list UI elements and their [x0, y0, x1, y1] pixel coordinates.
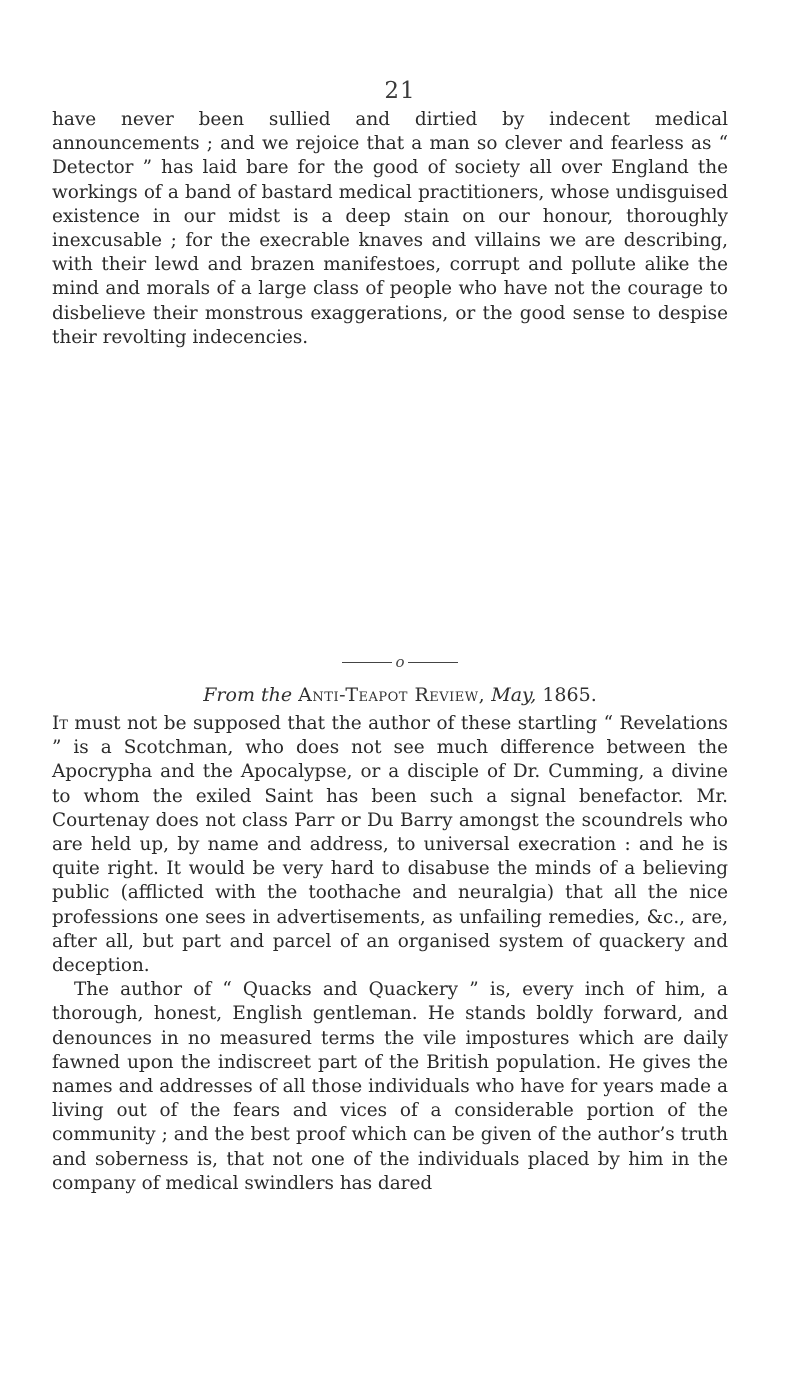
source-publication: Anti-Teapot Review, — [298, 684, 486, 706]
source-month: May, — [491, 684, 537, 706]
page-number: 21 — [384, 78, 416, 104]
review-body — [52, 712, 728, 1196]
opening-word: It — [52, 713, 68, 734]
source-heading — [0, 684, 800, 706]
divider-rule-right — [408, 662, 458, 663]
source-prefix: From the — [203, 684, 293, 706]
divider-ornament: o — [395, 653, 405, 671]
divider-rule-left — [342, 662, 392, 663]
review-paragraph-1-text: must not be supposed that the author of these startling “ Revelations ” is a Scotchman, who does not see much difference between the Apocrypha and the Apocalypse, or a disciple of Dr. Cumming, a divine to whom the exiled Saint has been such a signal benefactor. Mr. Courtenay does not class Parr or Du Barry amongst the scoundrels who are held up, by name and address, to universal execration : and he is quite right. It would be very hard to disabuse the minds of a believing public (afflicted with the toothache and neuralgia) that all the nice professions one sees in advertisements, as unfailing remedies, &c., are, after all, but part and parcel of an organised system of quackery and deception. — [52, 713, 728, 977]
review-paragraph-2: The author of “ Quacks and Quackery ” is, every inch of him, a thorough, honest, English gentleman. He stands boldly forward, and denounces in no measured terms the vile impostures which are daily fawned upon the indiscreet part of the British population. He gives the names and addresses of all those individuals who have for years made a living out of the fears and vices of a considerable portion of the community ; and the best proof which can be given of the author’s truth and soberness is, that not one of the individuals placed by him in the company of medical swindlers has dared — [52, 979, 728, 1194]
continued-paragraph: have never been sullied and dirtied by indecent medical announcements ; and we rejoice that a man so clever and fearless as “ Detector ” has laid bare for the good of society all over England the workings of a band of bastard medical practitioners, whose undisguised existence in our midst is a deep stain on our honour, thoroughly inexcusable ; for the execrable knaves and villains we are describing, with their lewd and brazen manifestoes, corrupt and pollute alike the mind and morals of a large class of people who have not the courage to disbelieve their monstrous exaggerations, or the good sense to despise their revolting indecencies. — [52, 109, 728, 348]
source-year: 1865. — [542, 684, 597, 706]
section-divider — [342, 654, 460, 670]
review-paragraph-1 — [52, 712, 728, 978]
